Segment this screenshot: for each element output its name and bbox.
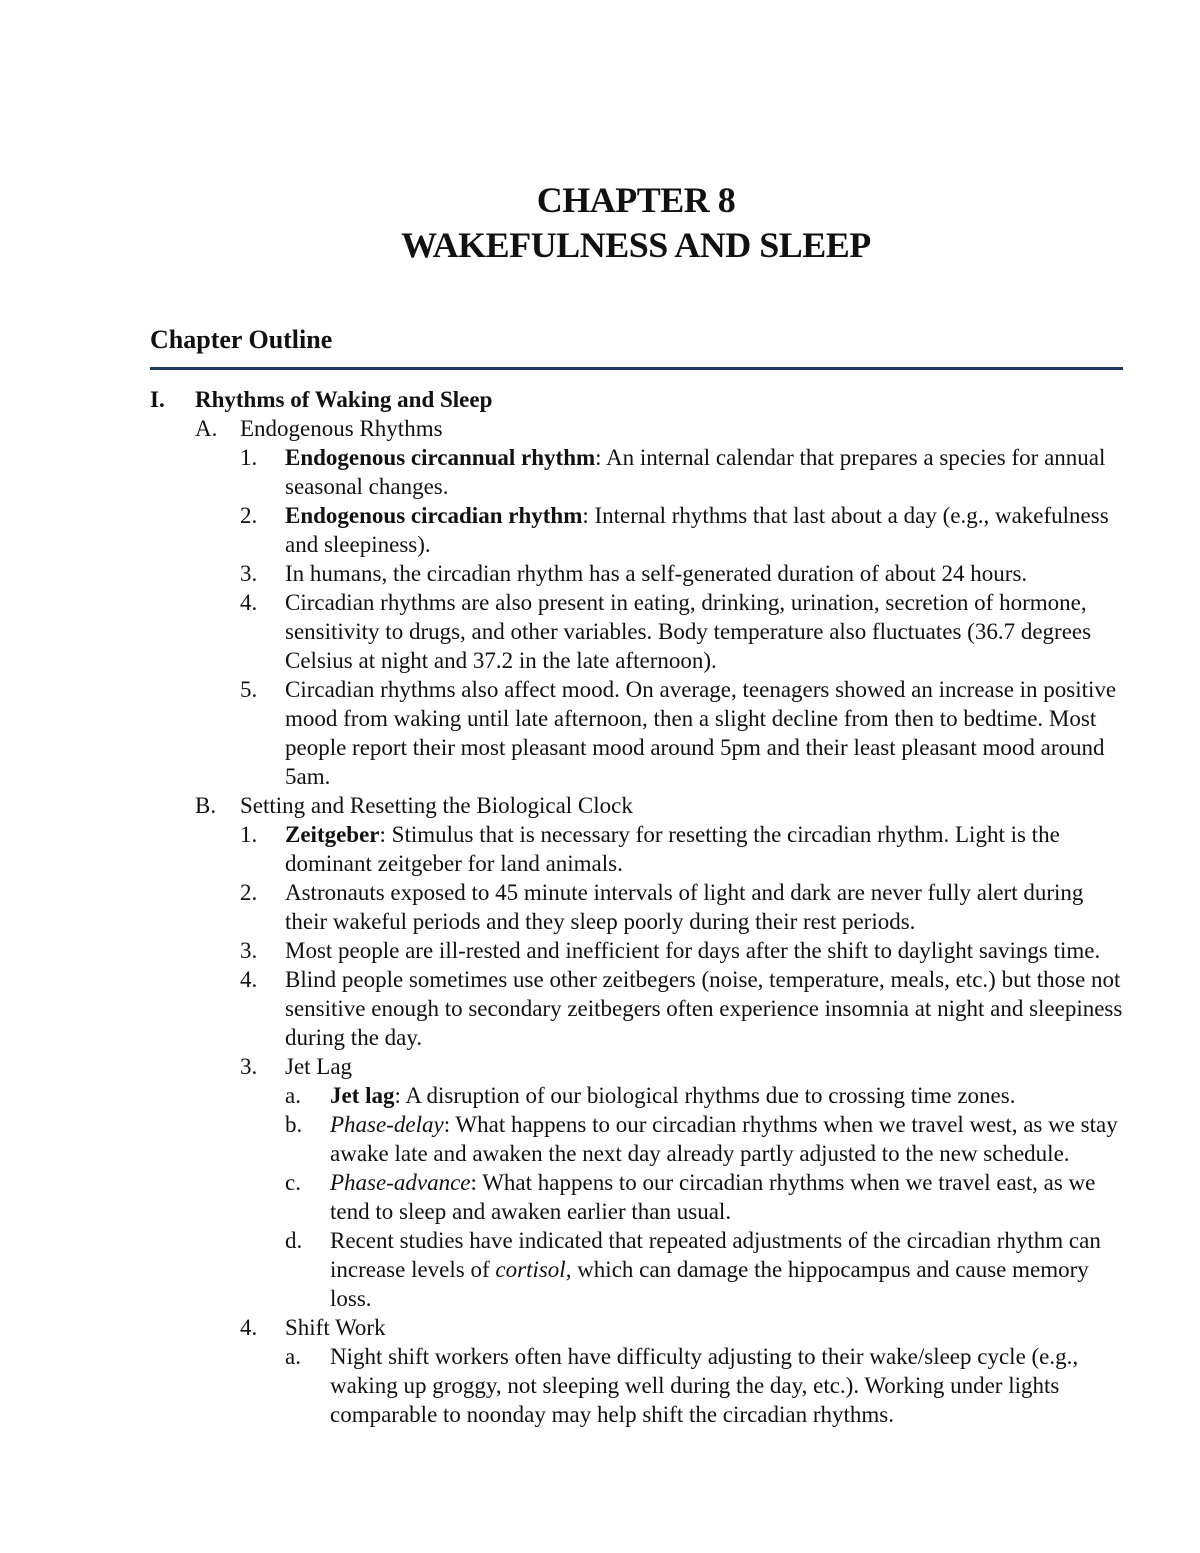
item-title: Shift Work [285,1315,386,1340]
sub-list-item [0,1342,1200,1429]
outline-heading: Chapter Outline [150,325,333,354]
item-text: Astronauts exposed to 45 minute intervals of light and dark are never fully alert during their wakeful periods and they sleep poorly during their rest periods. [285,880,1084,934]
item-marker: 2. [240,880,258,905]
sub-item-marker: b. [285,1112,303,1137]
section-heading [0,385,1200,414]
chapter-outline [0,385,1200,1429]
item-term: Endogenous circannual rhythm [285,445,596,470]
list-item-jet-lag [0,1052,1200,1081]
list-item-shift-work [0,1313,1200,1342]
sub-item-text: Recent studies have indicated that repeated adjustments of the circadian rhythm can increase levels of cortisol, which can damage the hippocampus and cause memory loss. [330,1228,1101,1311]
sub-item-text: Phase-advance: What happens to our circadian rhythms when we travel east, as we tend to sleep and awaken earlier than usual. [330,1170,1096,1224]
item-marker: 3. [240,561,258,586]
sub-item-text: Night shift workers often have difficulty adjusting to their wake/sleep cycle (e.g., waking up groggy, not sleeping well during the day, etc.). Working under lights comparable to noonday may help shift the circadian rhythms. [330,1344,1079,1427]
item-text: Zeitgeber: Stimulus that is necessary for resetting the circadian rhythm. Light is the dominant zeitgeber for land animals. [285,822,1060,876]
chapter-name: WAKEFULNESS AND SLEEP [401,225,871,265]
item-term: Phase-delay [330,1112,444,1137]
item-text: In humans, the circadian rhythm has a self-generated duration of about 24 hours. [285,561,1028,586]
item-text: Circadian rhythms also affect mood. On average, teenagers showed an increase in positive mood from waking until late afternoon, then a slight decline from then to bedtime. Most people report their most pleasant mood around 5pm and their least pleasant mood around 5am. [285,677,1117,789]
item-text: Blind people sometimes use other zeitbegers (noise, temperature, meals, etc.) but those not sensitive enough to secondary zeitbegers often experience insomnia at night and sleepiness during the day. [285,967,1123,1050]
sub-item-marker: a. [285,1083,301,1108]
item-marker: 5. [240,677,258,702]
list-item [0,936,1200,965]
item-title: Jet Lag [285,1054,353,1079]
item-term: Phase-advance [330,1170,471,1195]
item-marker: 4. [240,967,258,992]
item-marker: 4. [240,590,258,615]
item-marker: 1. [240,822,258,847]
item-text: Endogenous circadian rhythm: Internal rhythms that last about a day (e.g., wakefulness and sleepiness). [285,503,1109,557]
list-item [0,878,1200,936]
sub-item-text: Jet lag: A disruption of our biological rhythms due to crossing time zones. [330,1083,1016,1108]
list-item [0,501,1200,559]
sub-list-item [0,1081,1200,1110]
subsection-heading [0,791,1200,820]
list-item [0,588,1200,675]
subsection-heading [0,414,1200,443]
sub-list-item [0,1110,1200,1168]
sub-list-item [0,1226,1200,1313]
item-marker: 3. [240,1054,258,1079]
item-marker: 2. [240,503,258,528]
subsection-marker: B. [195,793,217,818]
item-marker: 3. [240,938,258,963]
list-item [0,965,1200,1052]
list-item [0,443,1200,501]
sub-item-marker: c. [285,1170,301,1195]
item-text: Circadian rhythms are also present in eating, drinking, urination, secretion of hormone, sensitivity to drugs, and other variables. Body temperature also fluctuates (36.7 degrees Celsius at night and 37.2 in the late afternoon). [285,590,1092,673]
item-text: Most people are ill-rested and inefficient for days after the shift to daylight savings time. [285,938,1101,963]
sub-item-marker: a. [285,1344,301,1369]
subsection-title: Setting and Resetting the Biological Clock [240,793,633,818]
subsection-title: Endogenous Rhythms [240,416,443,441]
item-marker: 1. [240,445,258,470]
item-marker: 4. [240,1315,258,1340]
sub-item-text: Phase-delay: What happens to our circadian rhythms when we travel west, as we stay awake late and awaken the next day already partly adjusted to the new schedule. [330,1112,1118,1166]
sub-item-marker: d. [285,1228,303,1253]
item-term: Endogenous circadian rhythm [285,503,583,528]
list-item [0,559,1200,588]
item-term: Jet lag [330,1083,395,1108]
section-title: Rhythms of Waking and Sleep [195,387,493,412]
chapter-number: CHAPTER 8 [536,180,736,220]
item-term: Zeitgeber [285,822,380,847]
list-item [0,820,1200,878]
list-item [0,675,1200,791]
item-text: Endogenous circannual rhythm: An internal calendar that prepares a species for annual seasonal changes. [285,445,1106,499]
sub-list-item [0,1168,1200,1226]
chapter-title [0,178,1200,268]
section-marker: I. [150,387,165,412]
subsection-marker: A. [195,416,218,441]
heading-divider [150,367,1123,370]
item-term: cortisol [495,1257,566,1282]
